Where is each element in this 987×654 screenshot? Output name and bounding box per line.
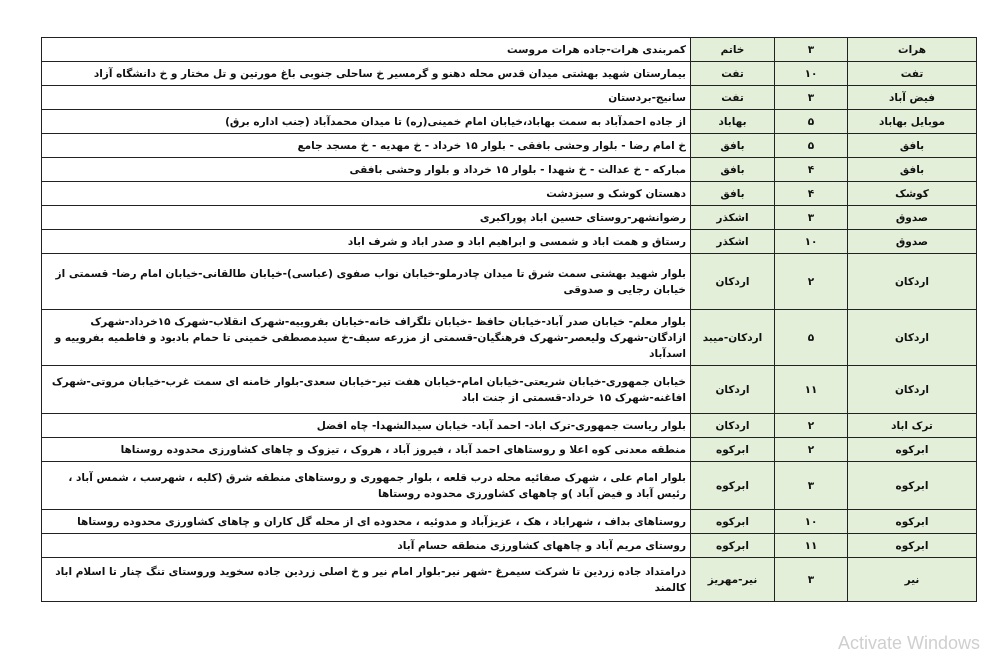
table-row [42, 366, 977, 414]
number-cell: ۱۰ [775, 62, 848, 86]
table-row [42, 134, 977, 158]
number-cell: ۲ [775, 254, 848, 310]
table-row [42, 310, 977, 366]
city-cell: اردکان [848, 254, 977, 310]
outage-schedule-table [41, 37, 977, 602]
number-cell: ۳ [775, 206, 848, 230]
area-cell: اردکان [691, 414, 775, 438]
table-row [42, 86, 977, 110]
table-row [42, 158, 977, 182]
number-cell: ۴ [775, 182, 848, 206]
description-cell: کمربندی هرات-جاده هرات مروست [42, 38, 691, 62]
area-cell: اشکذر [691, 206, 775, 230]
number-cell: ۱۰ [775, 230, 848, 254]
area-cell: تفت [691, 62, 775, 86]
city-cell: بافق [848, 158, 977, 182]
city-cell: ترک اباد [848, 414, 977, 438]
description-cell: بلوار ریاست جمهوری-ترک اباد- احمد آباد- خیابان سیدالشهدا- چاه افضل [42, 414, 691, 438]
number-cell: ۵ [775, 310, 848, 366]
table-row [42, 206, 977, 230]
number-cell: ۳ [775, 38, 848, 62]
table-row [42, 510, 977, 534]
area-cell: خاتم [691, 38, 775, 62]
area-cell: نیر-مهریز [691, 558, 775, 602]
table-row [42, 62, 977, 86]
number-cell: ۱۱ [775, 534, 848, 558]
table-row [42, 182, 977, 206]
description-cell: بلوار معلم- خیابان صدر آباد-خیابان حافظ -خیابان تلگراف خانه-خیابان بفروییه-شهرک انقلاب-شهرک ۱۵خرداد-شهرک ازادگان-شهرک ولیعصر-شهرک فرهنگیان-قسمتی از مزرعه سیف-خ سیدمصطفی خمینی تا حمام بادبود و فاطمیه بفروییه و اسدآباد [42, 310, 691, 366]
table-row [42, 110, 977, 134]
city-cell: تفت [848, 62, 977, 86]
table-row [42, 230, 977, 254]
table-row [42, 534, 977, 558]
area-cell: بافق [691, 182, 775, 206]
city-cell: فیض آباد [848, 86, 977, 110]
number-cell: ۱۱ [775, 366, 848, 414]
city-cell: اردکان [848, 310, 977, 366]
area-cell: ابرکوه [691, 462, 775, 510]
table-body [42, 38, 977, 602]
table-row [42, 38, 977, 62]
area-cell: اشکذر [691, 230, 775, 254]
description-cell: مبارکه - خ عدالت - خ شهدا - بلوار ۱۵ خرداد و بلوار وحشی بافقی [42, 158, 691, 182]
number-cell: ۲ [775, 414, 848, 438]
area-cell: اردکان-میبد [691, 310, 775, 366]
area-cell: تفت [691, 86, 775, 110]
description-cell: سانیج-بردستان [42, 86, 691, 110]
description-cell: خ امام رضا - بلوار وحشی بافقی - بلوار ۱۵ خرداد - خ مهدیه - خ مسجد جامع [42, 134, 691, 158]
city-cell: کوشک [848, 182, 977, 206]
table-row [42, 254, 977, 310]
description-cell: بلوار امام علی ، شهرک صفائیه محله درب قلعه ، بلوار جمهوری و روستاهای منطقه شرق (کلیه ، شهرسب ، شمس آباد ، رئیس آباد و فیض آباد )و چاههای کشاورزی محدوده روستاها [42, 462, 691, 510]
number-cell: ۳ [775, 558, 848, 602]
description-cell: روستای مریم آباد و چاههای کشاورزی منطقه حسام آباد [42, 534, 691, 558]
area-cell: ابرکوه [691, 534, 775, 558]
description-cell: رضوانشهر-روستای حسین اباد پوراکبری [42, 206, 691, 230]
area-cell: بافق [691, 158, 775, 182]
number-cell: ۳ [775, 86, 848, 110]
city-cell: هرات [848, 38, 977, 62]
number-cell: ۲ [775, 438, 848, 462]
number-cell: ۴ [775, 158, 848, 182]
table-row [42, 462, 977, 510]
description-cell: بلوار شهید بهشتی سمت شرق تا میدان چادرملو-خیابان نواب صفوی (عباسی)-خیابان طالقانی-خیابان امام رضا- قسمتی از خیابان رجایی و صدوقی [42, 254, 691, 310]
city-cell: ابرکوه [848, 438, 977, 462]
description-cell: از جاده احمدآباد به سمت بهاباد،خیابان امام خمینی(ره) تا میدان محمدآباد (جنب اداره برق) [42, 110, 691, 134]
description-cell: دهستان کوشک و سبزدشت [42, 182, 691, 206]
city-cell: صدوق [848, 230, 977, 254]
city-cell: ابرکوه [848, 510, 977, 534]
number-cell: ۵ [775, 110, 848, 134]
city-cell: موبایل بهاباد [848, 110, 977, 134]
description-cell: منطقه معدنی کوه اعلا و روستاهای احمد آباد ، فیروز آباد ، هروک ، تیزوک و چاهای کشاورزی محدوده روستاها [42, 438, 691, 462]
number-cell: ۳ [775, 462, 848, 510]
city-cell: نیر [848, 558, 977, 602]
area-cell: اردکان [691, 254, 775, 310]
table-row [42, 558, 977, 602]
city-cell: صدوق [848, 206, 977, 230]
table-row [42, 438, 977, 462]
activate-windows-watermark: Activate Windows [838, 633, 981, 653]
table-row [42, 414, 977, 438]
description-cell: درامتداد جاده زردین تا شرکت سیمرغ -شهر نیر-بلوار امام نیر و خ اصلی زردین جاده سخوید وروستای تنگ چنار تا اسلام اباد کالمند [42, 558, 691, 602]
area-cell: اردکان [691, 366, 775, 414]
area-cell: ابرکوه [691, 510, 775, 534]
description-cell: رستاق و همت اباد و شمسی و ابراهیم اباد و صدر اباد و شرف اباد [42, 230, 691, 254]
description-cell: بیمارستان شهید بهشتی میدان قدس محله دهنو و گرمسیر خ ساحلی جنوبی باغ مورتین و تل مختار و خ دانشگاه آزاد [42, 62, 691, 86]
area-cell: بهاباد [691, 110, 775, 134]
number-cell: ۵ [775, 134, 848, 158]
city-cell: اردکان [848, 366, 977, 414]
city-cell: ابرکوه [848, 534, 977, 558]
area-cell: ابرکوه [691, 438, 775, 462]
area-cell: بافق [691, 134, 775, 158]
description-cell: خیابان جمهوری-خیابان شریعتی-خیابان امام-خیابان هفت تیر-خیابان سعدی-بلوار خامنه ای سمت غرب-خیابان مروتی-شهرک افاغنه-شهرک ۱۵ خرداد-قسمتی از جنت اباد [42, 366, 691, 414]
description-cell: روستاهای بداف ، شهراباد ، هک ، عزیزآباد و مدوئیه ، محدوده ای از محله گل کاران و چاهای کشاورزی محدوده روستاها [42, 510, 691, 534]
city-cell: بافق [848, 134, 977, 158]
number-cell: ۱۰ [775, 510, 848, 534]
city-cell: ابرکوه [848, 462, 977, 510]
